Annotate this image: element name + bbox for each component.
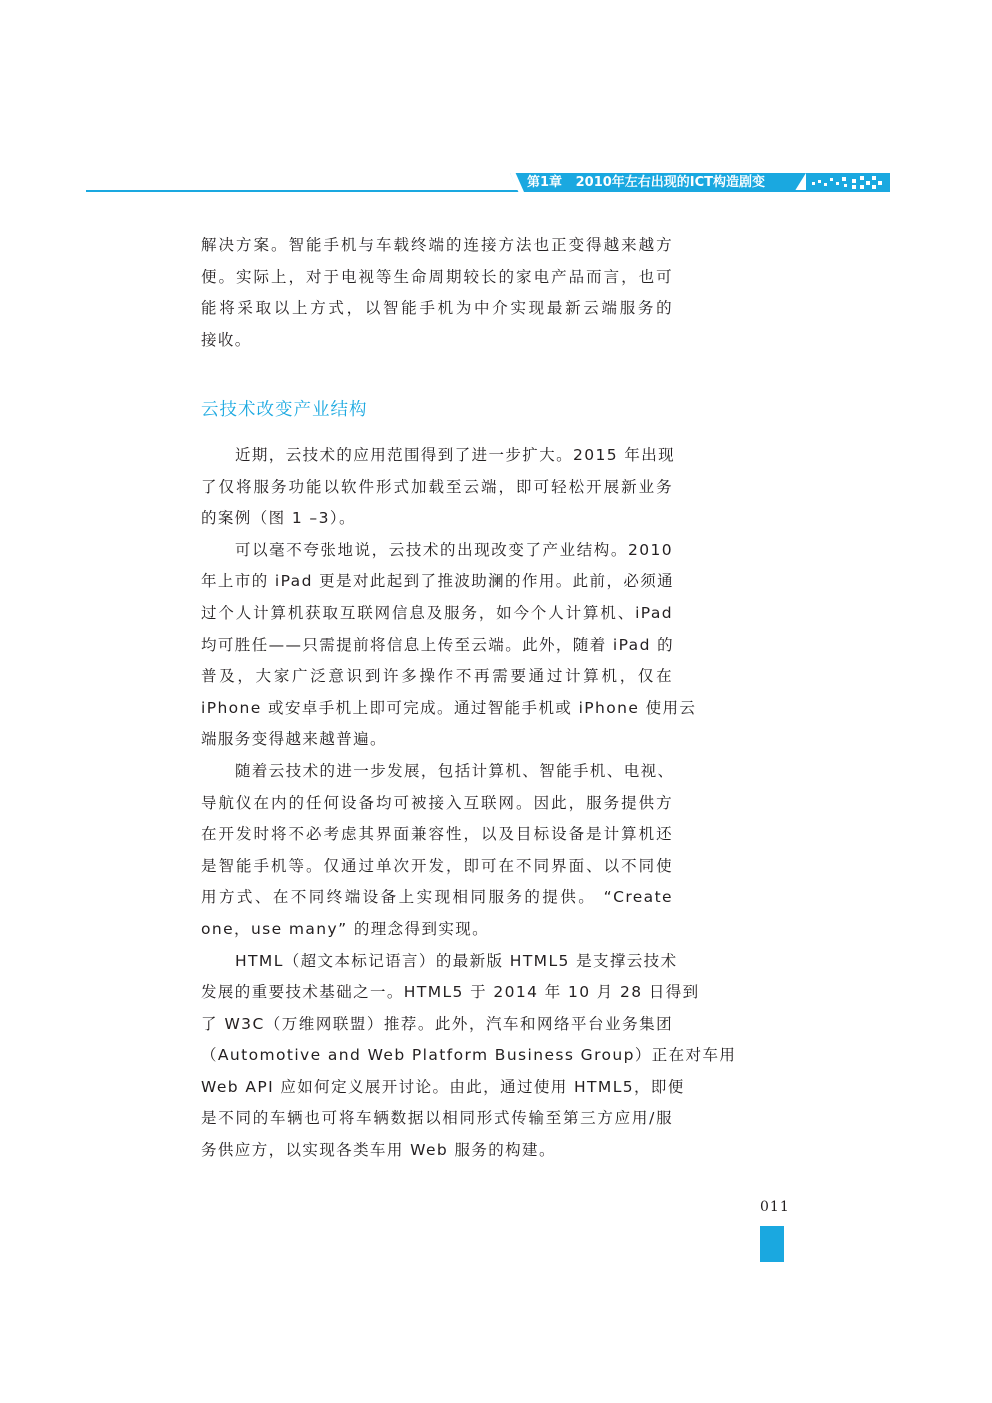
text-line: 便。实际上，对于电视等生命周期较长的家电产品而言，也可 <box>201 267 673 286</box>
text-line: 用方式、在不同终端设备上实现相同服务的提供。 “Create <box>201 888 673 907</box>
text-line: 在开发时将不必考虑其界面兼容性，以及目标设备是计算机还 <box>201 825 673 844</box>
text-line: HTML（超文本标记语言）的最新版 HTML5 是支撑云技术 <box>235 951 678 970</box>
section-heading: 云技术改变产业结构 <box>201 400 368 420</box>
section-body <box>201 440 737 1167</box>
paragraph <box>201 946 737 1167</box>
text-line: 随着云技术的进一步发展，包括计算机、智能手机、电视、 <box>235 761 675 780</box>
text-line: 是不同的车辆也可将车辆数据以相同形式传输至第三方应用/服 <box>201 1109 673 1128</box>
text-line: 务供应方，以实现各类车用 Web 服务的构建。 <box>201 1141 556 1160</box>
text-line: 的案例（图 1 –3）。 <box>201 509 356 528</box>
text-line: 能将采取以上方式，以智能手机为中介实现最新云端服务的 <box>201 299 673 318</box>
decorative-dots-icon <box>806 173 890 192</box>
text-line: 是智能手机等。仅通过单次开发，即可在不同界面、以不同使 <box>201 856 673 875</box>
text-line: 了 W3C（万维网联盟）推荐。此外，汽车和网络平台业务集团 <box>201 1014 673 1033</box>
text-line: 发展的重要技术基础之一。HTML5 于 2014 年 10 月 28 日得到 <box>201 983 700 1002</box>
text-line: 均可胜任——只需提前将信息上传至云端。此外，随着 iPad 的 <box>201 635 675 654</box>
chapter-title: 第1章 2010年左右出现的ICT构造剧变 <box>527 175 766 190</box>
text-line: 可以毫不夸张地说，云技术的出现改变了产业结构。2010 <box>235 540 673 559</box>
text-line: 接收。 <box>201 330 252 349</box>
text-line: 了仅将服务功能以软件形式加载至云端，即可轻松开展新业务 <box>201 477 673 496</box>
paragraph <box>201 440 676 535</box>
paragraph <box>201 756 673 946</box>
text-line: 导航仪在内的任何设备均可被接入互联网。因此，服务提供方 <box>201 793 673 812</box>
text-line: （Automotive and Web Platform Business Group）正在对车用 <box>201 1046 737 1065</box>
text-line: iPhone 或安卓手机上即可完成。通过智能手机或 iPhone 使用云 <box>201 698 697 717</box>
text-line: 解决方案。智能手机与车载终端的连接方法也正变得越来越方 <box>201 236 673 254</box>
text-line: one，use many” 的理念得到实现。 <box>201 919 490 938</box>
intro-paragraph <box>201 230 673 356</box>
text-line: Web API 应如何定义展开讨论。由此，通过使用 HTML5，即便 <box>201 1077 685 1096</box>
text-line: 端服务变得越来越普遍。 <box>201 730 387 749</box>
text-line: 近期，云技术的应用范围得到了进一步扩大。2015 年出现 <box>235 446 676 464</box>
page-number: 011 <box>760 1199 790 1215</box>
page-marker <box>760 1226 784 1262</box>
text-line: 普及，大家广泛意识到许多操作不再需要通过计算机，仅在 <box>201 667 673 686</box>
text-line: 年上市的 iPad 更是对此起到了推波助澜的作用。此前，必须通 <box>201 572 675 591</box>
text-line: 过个人计算机获取互联网信息及服务，如今个人计算机、iPad <box>201 603 673 622</box>
paragraph <box>201 535 697 756</box>
